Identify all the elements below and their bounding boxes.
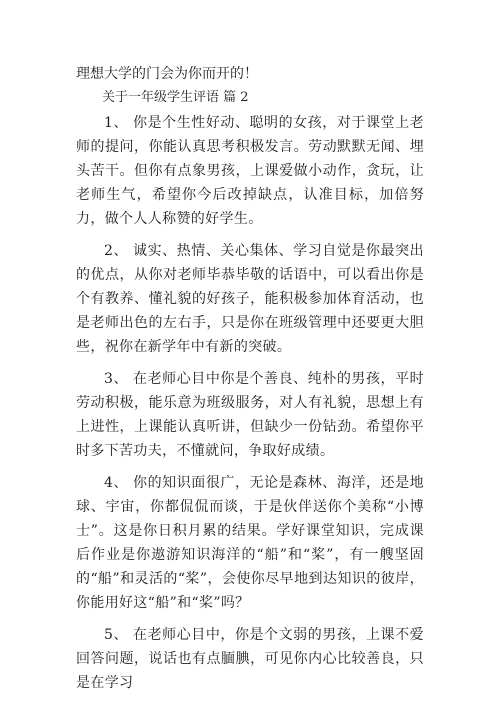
comment-paragraph-4: 4、 你的知识面很广，无论是森林、海洋，还是地球、宇宙，你都侃侃而谈，于是伙伴送你个美称“小博士”。这是你日积月累的结果。学好课堂知识，完成课后作业是你遨游知识海洋的“船”和“桨”，有一艘坚固的“船”和灵活的“桨”，会使你尽早地到达知识的彼岸，你能用好这“船”和“桨”吗？ — [76, 475, 424, 611]
section-heading: 关于一年级学生评语 篇 2 — [102, 90, 249, 105]
comment-paragraph-3: 3、 在老师心目中你是个善良、纯朴的男孩，平时劳动积极，能乐意为班级服务，对人有礼貌，思想上有上进性，上课能认真听讲，但缺少一份钻劲。希望你平时多下苦功夫，不懂就问，争取好成绩。 — [76, 371, 424, 459]
comment-paragraph-2: 2、 诚实、热情、关心集体、学习自觉是你最突出的优点，从你对老师毕恭毕敬的话语中，可以看出你是个有教养、懂礼貌的好孩子，能积极参加体育活动，也是老师出色的左右手，只是你在班级管理中还要更大胆些，祝你在新学年中有新的突破。 — [76, 243, 424, 355]
comment-paragraph-5: 5、 在老师心目中，你是个文弱的男孩，上课不爱回答问题，说话也有点腼腆，可见你内心比较善良，只是在学习 — [76, 627, 424, 691]
intro-line: 理想大学的门会为你而开的！ — [76, 66, 258, 82]
comment-paragraph-1: 1、 你是个生性好动、聪明的女孩，对于课堂上老师的提问，你能认真思考积极发言。劳动默默无闻、埋头苦干。但你有点象男孩，上课爱做小动作，贪玩，让老师生气，希望你今后改掉缺点，认准目标，加倍努力，做个人人称赞的好学生。 — [76, 115, 424, 227]
